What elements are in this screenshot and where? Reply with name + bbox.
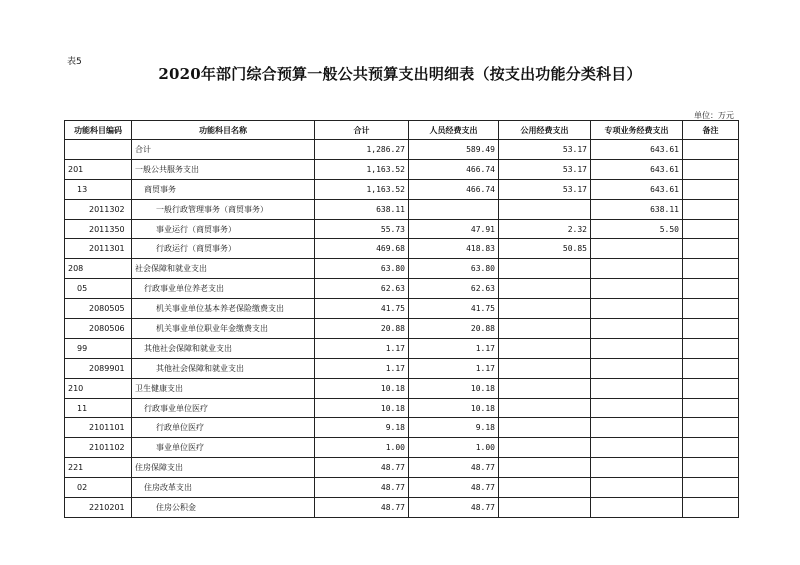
cell-total: 62.63 — [315, 279, 409, 299]
cell-code: 2210201 — [65, 498, 132, 518]
cell-note — [683, 418, 739, 438]
cell-personnel: 63.80 — [409, 259, 499, 279]
cell-note — [683, 219, 739, 239]
cell-name: 社会保障和就业支出 — [132, 259, 315, 279]
cell-note — [683, 338, 739, 358]
cell-total: 1,163.52 — [315, 179, 409, 199]
table-row — [65, 219, 739, 239]
cell-code: 2101101 — [65, 418, 132, 438]
cell-note — [683, 140, 739, 160]
cell-special — [591, 239, 683, 259]
cell-code: 2011350 — [65, 219, 132, 239]
cell-note — [683, 458, 739, 478]
cell-name: 合计 — [132, 140, 315, 160]
cell-special: 638.11 — [591, 199, 683, 219]
cell-code: 99 — [65, 338, 132, 358]
cell-public — [499, 418, 591, 438]
cell-note — [683, 299, 739, 319]
cell-public — [499, 498, 591, 518]
cell-special — [591, 358, 683, 378]
header-public: 公用经费支出 — [499, 121, 591, 140]
budget-table — [64, 120, 739, 518]
cell-special — [591, 398, 683, 418]
cell-total: 638.11 — [315, 199, 409, 219]
cell-total: 20.88 — [315, 319, 409, 339]
cell-name: 机关事业单位职业年金缴费支出 — [132, 319, 315, 339]
cell-code: 02 — [65, 478, 132, 498]
cell-code: 221 — [65, 458, 132, 478]
cell-name: 事业单位医疗 — [132, 438, 315, 458]
cell-public — [499, 199, 591, 219]
cell-personnel: 589.49 — [409, 140, 499, 160]
cell-personnel: 20.88 — [409, 319, 499, 339]
page-title: 2020年部门综合预算一般公共预算支出明细表（按支出功能分类科目） — [158, 65, 642, 83]
cell-code: 201 — [65, 159, 132, 179]
table-row — [65, 438, 739, 458]
cell-public — [499, 338, 591, 358]
cell-total: 48.77 — [315, 458, 409, 478]
table-row — [65, 319, 739, 339]
table-row — [65, 279, 739, 299]
cell-name: 其他社会保障和就业支出 — [132, 338, 315, 358]
cell-personnel: 48.77 — [409, 458, 499, 478]
cell-personnel: 418.83 — [409, 239, 499, 259]
header-note: 备注 — [683, 121, 739, 140]
cell-public — [499, 259, 591, 279]
cell-code: 2101102 — [65, 438, 132, 458]
cell-total: 10.18 — [315, 378, 409, 398]
table-row — [65, 358, 739, 378]
cell-public — [499, 319, 591, 339]
table-row — [65, 478, 739, 498]
cell-note — [683, 279, 739, 299]
cell-special — [591, 458, 683, 478]
cell-personnel: 48.77 — [409, 498, 499, 518]
cell-special — [591, 378, 683, 398]
cell-special — [591, 279, 683, 299]
cell-total: 48.77 — [315, 478, 409, 498]
cell-public: 53.17 — [499, 179, 591, 199]
cell-name: 机关事业单位基本养老保险缴费支出 — [132, 299, 315, 319]
cell-code: 210 — [65, 378, 132, 398]
cell-total: 1,163.52 — [315, 159, 409, 179]
cell-name: 行政运行（商贸事务） — [132, 239, 315, 259]
header-personnel: 人员经费支出 — [409, 121, 499, 140]
cell-name: 事业运行（商贸事务） — [132, 219, 315, 239]
cell-special: 643.61 — [591, 179, 683, 199]
cell-public — [499, 279, 591, 299]
table-row — [65, 418, 739, 438]
cell-special — [591, 438, 683, 458]
cell-personnel: 10.18 — [409, 378, 499, 398]
cell-personnel: 466.74 — [409, 179, 499, 199]
cell-total: 10.18 — [315, 398, 409, 418]
cell-personnel: 10.18 — [409, 398, 499, 418]
cell-note — [683, 239, 739, 259]
cell-note — [683, 438, 739, 458]
cell-name: 其他社会保障和就业支出 — [132, 358, 315, 378]
cell-total: 55.73 — [315, 219, 409, 239]
cell-total: 63.80 — [315, 259, 409, 279]
cell-note — [683, 159, 739, 179]
cell-code: 05 — [65, 279, 132, 299]
table-row — [65, 498, 739, 518]
table-row — [65, 140, 739, 160]
cell-personnel — [409, 199, 499, 219]
cell-public: 50.85 — [499, 239, 591, 259]
cell-personnel: 1.00 — [409, 438, 499, 458]
cell-special: 643.61 — [591, 159, 683, 179]
cell-public — [499, 358, 591, 378]
cell-personnel: 9.18 — [409, 418, 499, 438]
cell-total: 41.75 — [315, 299, 409, 319]
cell-code: 13 — [65, 179, 132, 199]
header-total: 合计 — [315, 121, 409, 140]
cell-total: 1,286.27 — [315, 140, 409, 160]
cell-special — [591, 299, 683, 319]
unit-label: 单位：万元 — [694, 111, 734, 120]
table-row — [65, 338, 739, 358]
cell-personnel: 48.77 — [409, 478, 499, 498]
cell-note — [683, 498, 739, 518]
cell-note — [683, 478, 739, 498]
cell-public — [499, 438, 591, 458]
cell-name: 住房改革支出 — [132, 478, 315, 498]
cell-total: 469.68 — [315, 239, 409, 259]
cell-public: 53.17 — [499, 159, 591, 179]
cell-special — [591, 498, 683, 518]
cell-note — [683, 378, 739, 398]
cell-public — [499, 458, 591, 478]
cell-name: 一般公共服务支出 — [132, 159, 315, 179]
cell-name: 行政单位医疗 — [132, 418, 315, 438]
cell-note — [683, 398, 739, 418]
cell-public — [499, 398, 591, 418]
cell-code: 2080506 — [65, 319, 132, 339]
cell-special: 5.50 — [591, 219, 683, 239]
cell-public: 2.32 — [499, 219, 591, 239]
header-row — [65, 121, 739, 140]
cell-personnel: 466.74 — [409, 159, 499, 179]
header-special: 专项业务经费支出 — [591, 121, 683, 140]
cell-note — [683, 319, 739, 339]
cell-personnel: 62.63 — [409, 279, 499, 299]
table-row — [65, 299, 739, 319]
cell-special: 643.61 — [591, 140, 683, 160]
cell-public — [499, 378, 591, 398]
cell-note — [683, 179, 739, 199]
cell-total: 1.17 — [315, 358, 409, 378]
cell-special — [591, 319, 683, 339]
table-row — [65, 199, 739, 219]
header-name: 功能科目名称 — [132, 121, 315, 140]
cell-code: 208 — [65, 259, 132, 279]
cell-name: 住房保障支出 — [132, 458, 315, 478]
cell-total: 1.00 — [315, 438, 409, 458]
cell-note — [683, 358, 739, 378]
cell-code — [65, 140, 132, 160]
cell-personnel: 1.17 — [409, 338, 499, 358]
table-row — [65, 458, 739, 478]
cell-total: 1.17 — [315, 338, 409, 358]
table-row — [65, 159, 739, 179]
cell-total: 48.77 — [315, 498, 409, 518]
cell-special — [591, 478, 683, 498]
cell-name: 商贸事务 — [132, 179, 315, 199]
table-row — [65, 259, 739, 279]
cell-name: 一般行政管理事务（商贸事务） — [132, 199, 315, 219]
cell-total: 9.18 — [315, 418, 409, 438]
cell-code: 2011302 — [65, 199, 132, 219]
cell-code: 2011301 — [65, 239, 132, 259]
cell-personnel: 47.91 — [409, 219, 499, 239]
cell-public — [499, 299, 591, 319]
cell-note — [683, 259, 739, 279]
table-row — [65, 398, 739, 418]
cell-special — [591, 259, 683, 279]
cell-personnel: 41.75 — [409, 299, 499, 319]
cell-special — [591, 338, 683, 358]
cell-name: 行政事业单位养老支出 — [132, 279, 315, 299]
cell-code: 11 — [65, 398, 132, 418]
cell-name: 行政事业单位医疗 — [132, 398, 315, 418]
table-row — [65, 378, 739, 398]
table-label: 表5 — [67, 57, 82, 67]
cell-code: 2089901 — [65, 358, 132, 378]
table-row — [65, 179, 739, 199]
cell-personnel: 1.17 — [409, 358, 499, 378]
cell-name: 住房公积金 — [132, 498, 315, 518]
header-code: 功能科目编码 — [65, 121, 132, 140]
cell-public — [499, 478, 591, 498]
cell-note — [683, 199, 739, 219]
cell-code: 2080505 — [65, 299, 132, 319]
table-row — [65, 239, 739, 259]
cell-public: 53.17 — [499, 140, 591, 160]
cell-name: 卫生健康支出 — [132, 378, 315, 398]
cell-special — [591, 418, 683, 438]
